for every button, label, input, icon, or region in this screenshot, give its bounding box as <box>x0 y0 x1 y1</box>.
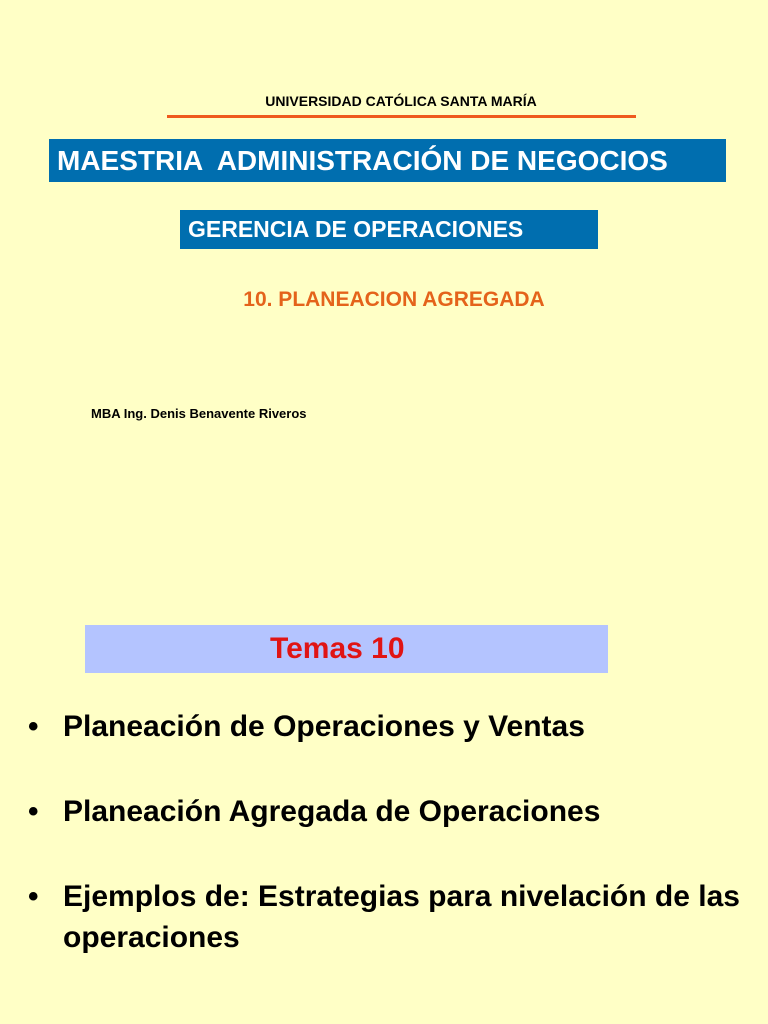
list-item-text: Planeación de Operaciones y Ventas <box>63 710 585 743</box>
program-title: MAESTRIA ADMINISTRACIÓN DE NEGOCIOS <box>57 145 668 176</box>
author-name: MBA Ing. Denis Benavente Riveros <box>91 406 307 421</box>
topic-title: 10. PLANEACION AGREGADA <box>243 288 545 311</box>
program-title-bar <box>49 139 726 182</box>
university-name: UNIVERSIDAD CATÓLICA SANTA MARÍA <box>265 93 537 109</box>
bullet-icon: • <box>28 710 39 743</box>
list-item-text: Ejemplos de: Estrategias para nivelación de las operaciones <box>63 880 740 954</box>
list-item <box>28 791 748 832</box>
header-divider <box>167 115 636 118</box>
list-item <box>28 876 748 958</box>
course-title: GERENCIA DE OPERACIONES <box>188 216 524 242</box>
bullet-icon: • <box>28 795 39 828</box>
list-item <box>28 706 748 747</box>
topic-list <box>28 706 748 1002</box>
list-item-text: Planeación Agregada de Operaciones <box>63 795 601 828</box>
course-title-bar <box>180 210 598 249</box>
temas-label: Temas 10 <box>270 632 405 665</box>
bullet-icon: • <box>28 880 39 913</box>
